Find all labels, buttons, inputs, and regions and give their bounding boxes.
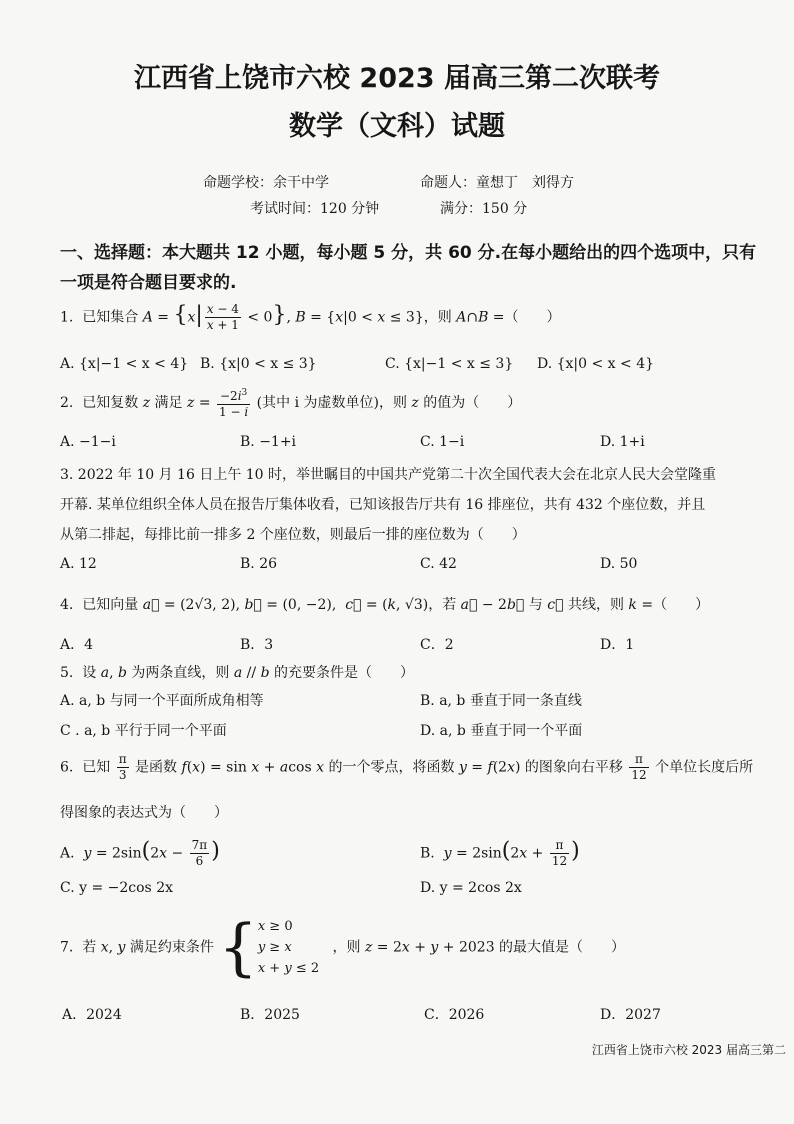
question-5: 5. 设 a, b 为两条直线，则 a // b 的充要条件是（ ）	[60, 665, 414, 681]
question-1: 1. 已知集合 A = {x| $\frac{x - 4}{x + 1}$ < 0}, B = {x|0 < x ≤ 3}，则 A∩B =（ ）	[60, 302, 561, 332]
q2-option-b: B. −1+i	[240, 434, 297, 450]
q1-option-b: B. {x|0 < x ≤ 3}	[200, 356, 317, 372]
q7-option-c: C．2026	[424, 1007, 485, 1023]
q6-option-d: D. y = 2cos 2x	[420, 880, 522, 896]
q7-option-a: A．2024	[62, 1007, 122, 1023]
question-3-line-2: 开幕. 某单位组织全体人员在报告厅集体收看，已知该报告厅共有 16 排座位，共有 432 个座位数，并且	[60, 497, 706, 513]
q5-option-b: B. a, b 垂直于同一条直线	[420, 693, 582, 709]
question-6-line-2: 得图象的表达式为（ ）	[60, 805, 228, 821]
q7-option-d: D．2027	[600, 1007, 661, 1023]
q1-option-d: D. {x|0 < x < 4}	[537, 356, 655, 372]
q3-option-d: D. 50	[600, 556, 638, 572]
question-3-line-1: 3. 2022 年 10 月 16 日上午 10 时，举世瞩目的中国共产党第二十次全国代表大会在北京人民大会堂隆重	[60, 467, 717, 483]
q3-option-a: A. 12	[60, 556, 97, 572]
author-label: 命题人：童想丁 刘得方	[420, 175, 574, 191]
q6-option-b: B. y = 2sin(2x + $\frac{\pi}{12}$ )	[420, 838, 580, 868]
school-label: 命题学校：余干中学	[203, 175, 329, 191]
question-4: 4. 已知向量 a⃗ = (2√3, 2), b⃗ = (0, −2), c⃗ = (k, √3)，若 a⃗ − 2b⃗ 与 c⃗ 共线，则 k =（ ）	[60, 597, 710, 613]
q3-option-c: C. 42	[420, 556, 457, 572]
q4-option-b: B．3	[240, 637, 274, 653]
q4-option-a: A．4	[60, 637, 94, 653]
score-label: 满分：150 分	[440, 201, 528, 217]
q2-option-c: C. 1−i	[420, 434, 465, 450]
q6-option-a: A. y = 2sin(2x − $\frac{7\pi}{6}$ )	[60, 838, 220, 868]
q1-option-c: C. {x|−1 < x ≤ 3}	[385, 356, 514, 372]
q4-option-d: D．1	[600, 637, 635, 653]
q4-option-c: C．2	[420, 637, 454, 653]
q6-option-c: C. y = −2cos 2x	[60, 880, 173, 896]
q5-option-d: D. a, b 垂直于同一个平面	[420, 723, 583, 739]
q5-option-c: C . a, b 平行于同一个平面	[60, 723, 227, 739]
section-heading-cont: 一项是符合题目要求的.	[60, 273, 237, 293]
exam-subtitle: 数学（文科）试题	[289, 111, 505, 142]
q3-option-b: B. 26	[240, 556, 278, 572]
q7-option-b: B．2025	[240, 1007, 300, 1023]
q5-option-a: A. a, b 与同一个平面所成角相等	[60, 693, 264, 709]
question-6: 6. 已知 $\frac{\pi}{3}$ 是函数 f(x) = sin x + acos x 的一个零点，将函数 y = f(2x) 的图象向右平移 $\frac{\pi}{12}$ 个单位长度后所	[60, 752, 754, 782]
section-heading: 一、选择题：本大题共 12 小题，每小题 5 分，共 60 分.在每小题给出的四个选项中，只有	[60, 243, 757, 263]
page-footer: 江西省上饶市六校 2023 届高三第二	[591, 1043, 786, 1057]
q2-option-a: A. −1−i	[60, 434, 116, 450]
q2-option-d: D. 1+i	[600, 434, 645, 450]
exam-title: 江西省上饶市六校 2023 届高三第二次联考	[134, 63, 660, 94]
question-3-line-3: 从第二排起，每排比前一排多 2 个座位数，则最后一排的座位数为（ ）	[60, 527, 526, 543]
question-2: 2. 已知复数 z 满足 z = $\frac{-2i^3}{1 - i}$ (其中 i 为虚数单位)，则 z 的值为（ ）	[60, 388, 522, 419]
question-7: 7. 若 x, y 满足约束条件 {x ≥ 0 y ≥ x x + y ≤ 2 ，则 z = 2x + y + 2023 的最大值是（ ）	[60, 910, 626, 984]
q1-option-a: A. {x|−1 < x < 4}	[60, 356, 189, 372]
time-label: 考试时间：120 分钟	[250, 201, 380, 217]
